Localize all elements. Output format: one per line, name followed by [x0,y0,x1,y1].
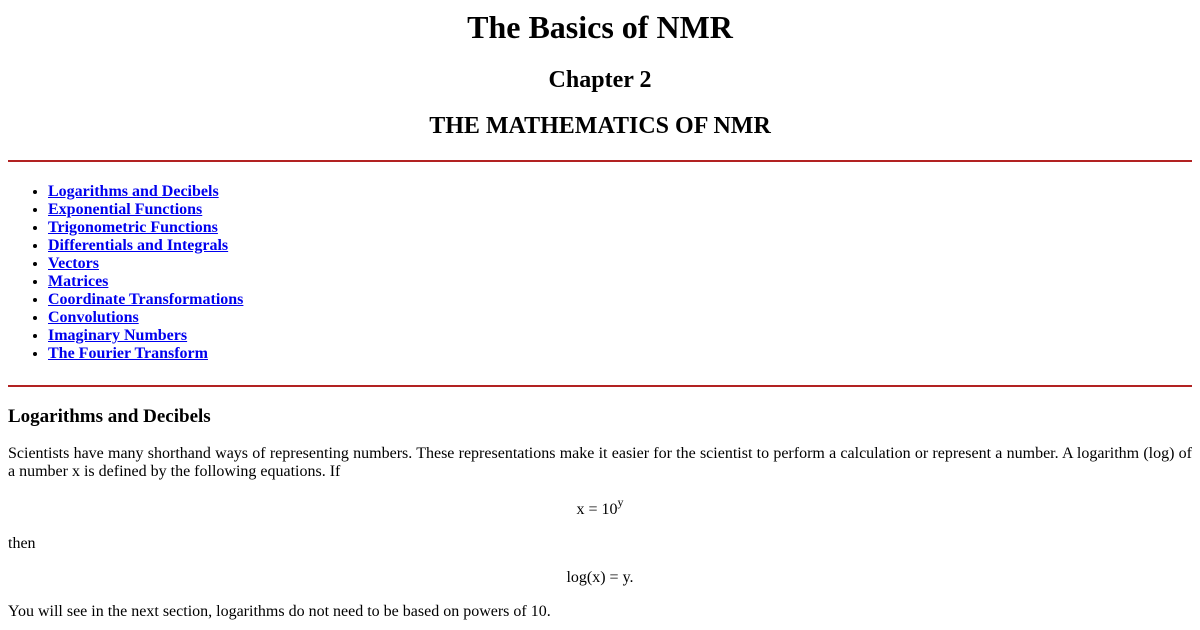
toc-link-coordinate-transformations[interactable]: Coordinate Transformations [48,291,244,308]
toc-item [48,183,243,201]
toc-link-logarithms[interactable]: Logarithms and Decibels [48,183,219,200]
toc-link-exponential[interactable]: Exponential Functions [48,201,203,218]
chapter-number: Chapter 2 [548,67,652,93]
equation-exponential [8,494,1192,519]
toc-link-vectors[interactable]: Vectors [48,255,99,272]
toc-item [48,273,243,291]
toc-item [48,219,243,237]
equation-base: x = 10 [576,501,618,518]
book-title: The Basics of NMR [467,9,733,45]
divider-top [8,160,1192,162]
toc-item [48,291,243,309]
toc-link-trigonometric[interactable]: Trigonometric Functions [48,219,218,236]
toc-link-differentials[interactable]: Differentials and Integrals [48,237,229,254]
equation-log: log(x) = y. [566,569,634,586]
toc-link-imaginary-numbers[interactable]: Imaginary Numbers [48,327,188,344]
toc-item [48,345,243,363]
toc-link-fourier-transform[interactable]: The Fourier Transform [48,345,208,362]
paragraph-intro: Scientists have many shorthand ways of representing numbers. These representations make it easier for the scientist to perform a calculation or represent a number. A logarithm (log) of a number x is defined by the following equations. If [8,445,1192,480]
toc-link-convolutions[interactable]: Convolutions [48,309,139,326]
toc-item [48,255,243,273]
paragraph-next-section: You will see in the next section, logarithms do not need to be based on powers of 10. [8,603,551,620]
toc-item [48,201,243,219]
divider-bottom [8,385,1192,387]
toc-item [48,309,243,327]
toc-link-matrices[interactable]: Matrices [48,273,109,290]
equation-exponent: y [617,494,624,509]
table-of-contents [8,183,243,363]
toc-item [48,327,243,345]
then-text: then [8,535,36,552]
section-heading: Logarithms and Decibels [8,406,211,427]
toc-item [48,237,243,255]
chapter-title: THE MATHEMATICS OF NMR [429,113,771,139]
